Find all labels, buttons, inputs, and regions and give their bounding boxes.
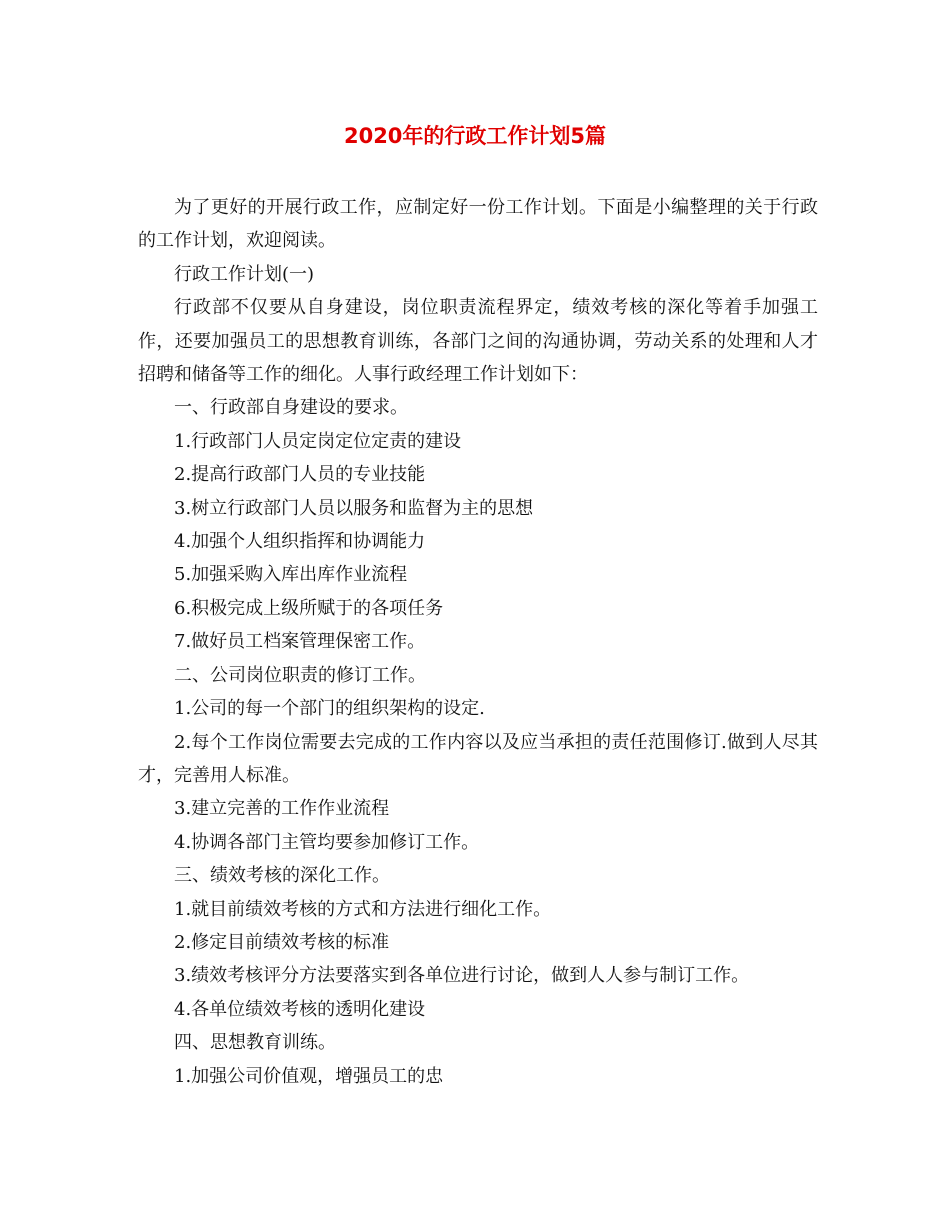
list-item: 4.各单位绩效考核的透明化建设 [174, 998, 426, 1020]
list-item: 1.公司的每一个部门的组织架构的设定. [174, 698, 485, 720]
section-heading: 四、思想教育训练。 [174, 1032, 336, 1054]
list-item: 7.做好员工档案管理保密工作。 [174, 631, 426, 653]
list-item: 3.绩效考核评分方法要落实到各单位进行讨论，做到人人参与制订工作。 [174, 965, 750, 987]
list-item: 1.行政部门人员定岗定位定责的建设 [174, 430, 462, 452]
list-item: 1.就目前绩效考核的方式和方法进行细化工作。 [174, 898, 552, 920]
list-item: 2.修定目前绩效考核的标准 [174, 931, 390, 953]
list-item: 6.积极完成上级所赋于的各项任务 [174, 597, 444, 619]
document-title: 2020年的行政工作计划5篇 [343, 124, 607, 148]
list-item: 2.每个工作岗位需要去完成的工作内容以及应当承担的责任范围修订.做到人尽其才，完善用人标准。 [138, 731, 818, 786]
document-body [138, 191, 818, 1093]
paragraph: 行政部不仅要从自身建设，岗位职责流程界定，绩效考核的深化等着手加强工作，还要加强员工的思想教育训练，各部门之间的沟通协调，劳动关系的处理和人才招聘和储备等工作的细化。人事行政经理工作计划如下： [138, 297, 818, 386]
section-heading: 三、绩效考核的深化工作。 [174, 865, 390, 887]
list-item: 4.协调各部门主管均要参加修订工作。 [174, 831, 480, 853]
list-item: 3.建立完善的工作作业流程 [174, 798, 390, 820]
list-item: 4.加强个人组织指挥和协调能力 [174, 531, 426, 553]
section-heading: 二、公司岗位职责的修订工作。 [174, 664, 426, 686]
section-heading: 一、行政部自身建设的要求。 [174, 397, 408, 419]
list-item: 3.树立行政部门人员以服务和监督为主的思想 [174, 497, 534, 519]
list-item: 1.加强公司价值观，增强员工的忠 [174, 1065, 444, 1087]
section-heading: 行政工作计划(一) [174, 263, 315, 285]
list-item: 2.提高行政部门人员的专业技能 [174, 464, 426, 486]
list-item: 5.加强采购入库出库作业流程 [174, 564, 408, 586]
intro-paragraph: 为了更好的开展行政工作，应制定好一份工作计划。下面是小编整理的关于行政的工作计划，欢迎阅读。 [138, 197, 818, 252]
